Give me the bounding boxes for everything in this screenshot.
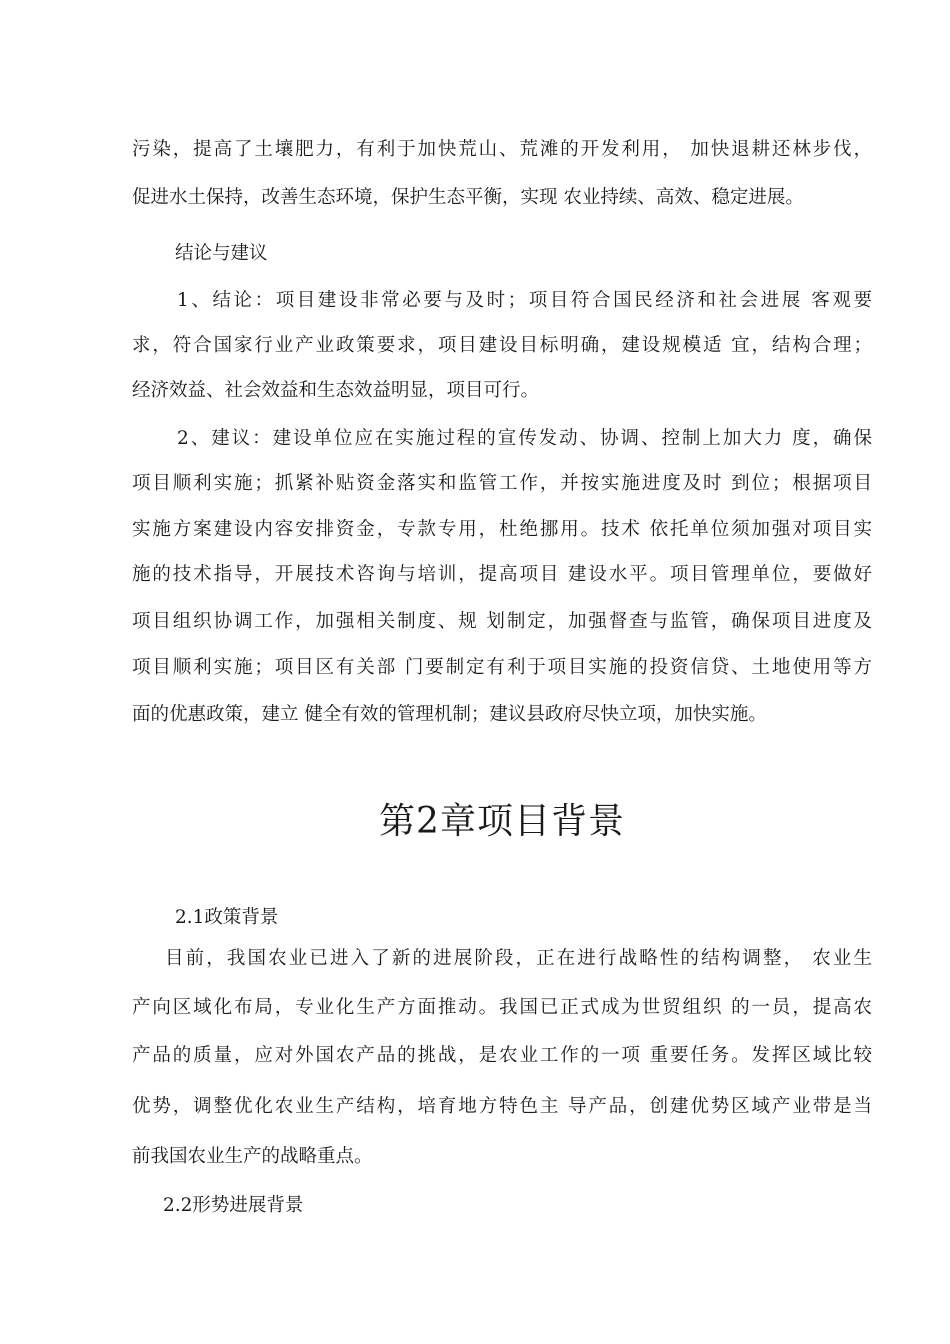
intro-line-1: 污染，提高了土壤肥力，有利于加快荒山、荒滩的开发利用， 加快退耕还林步伐， (132, 139, 872, 160)
policy-line-5: 前我国农业生产的战略重点。 (132, 1146, 373, 1167)
intro-line-2: 促进水土保持，改善生态环境，保护生态平衡，实现 农业持续、高效、稳定进展。 (132, 187, 804, 208)
suggestion-line-7: 面的优惠政策，建立 健全有效的管理机制；建议县政府尽快立项，加快实施。 (132, 704, 767, 725)
suggestion-line-2: 项目顺利实施；抓紧补贴资金落实和监管工作，并按实施进度及时 到位；根据项目 (132, 473, 872, 494)
suggestion-line-3: 实施方案建设内容安排资金，专款专用，杜绝挪用。技术 依托单位须加强对项目实 (132, 519, 872, 540)
conclusion-line-1: 1、结论：项目建设非常必要与及时；项目符合国民经济和社会进展 客观要 (177, 290, 872, 311)
policy-line-4: 优势，调整优化农业生产结构，培育地方特色主 导产品，创建优势区域产业带是当 (132, 1096, 872, 1117)
conclusion-line-3: 经济效益、社会效益和生态效益明显，项目可行。 (132, 380, 540, 401)
policy-line-3: 产品的质量，应对外国农产品的挑战，是农业工作的一项 重要任务。发挥区域比较 (132, 1045, 872, 1066)
chapter-title: 第2章项目背景 (379, 801, 625, 842)
conclusion-heading: 结论与建议 (175, 243, 268, 264)
suggestion-line-5: 项目组织协调工作，加强相关制度、规 划制定，加强督查与监管，确保项目进度及 (132, 611, 872, 632)
suggestion-line-4: 施的技术指导，开展技术咨询与培训，提高项目 建设水平。项目管理单位，要做好 (132, 564, 872, 585)
suggestion-line-6: 项目顺利实施；项目区有关部 门要制定有利于项目实施的投资信贷、土地使用等方 (132, 657, 872, 678)
policy-line-1: 目前，我国农业已进入了新的进展阶段，正在进行战略性的结构调整， 农业生 (165, 948, 872, 969)
policy-line-2: 产向区域化布局，专业化生产方面推动。我国已正式成为世贸组织 的一员，提高农 (132, 997, 872, 1018)
section-2-1-heading: 2.1政策背景 (175, 907, 279, 928)
section-2-2-heading: 2.2形势进展背景 (163, 1195, 304, 1216)
suggestion-line-1: 2、建议：建设单位应在实施过程的宣传发动、协调、控制上加大力 度，确保 (177, 428, 872, 449)
conclusion-line-2: 求，符合国家行业产业政策要求，项目建设目标明确，建设规模适 宜，结构合理； (132, 335, 872, 356)
